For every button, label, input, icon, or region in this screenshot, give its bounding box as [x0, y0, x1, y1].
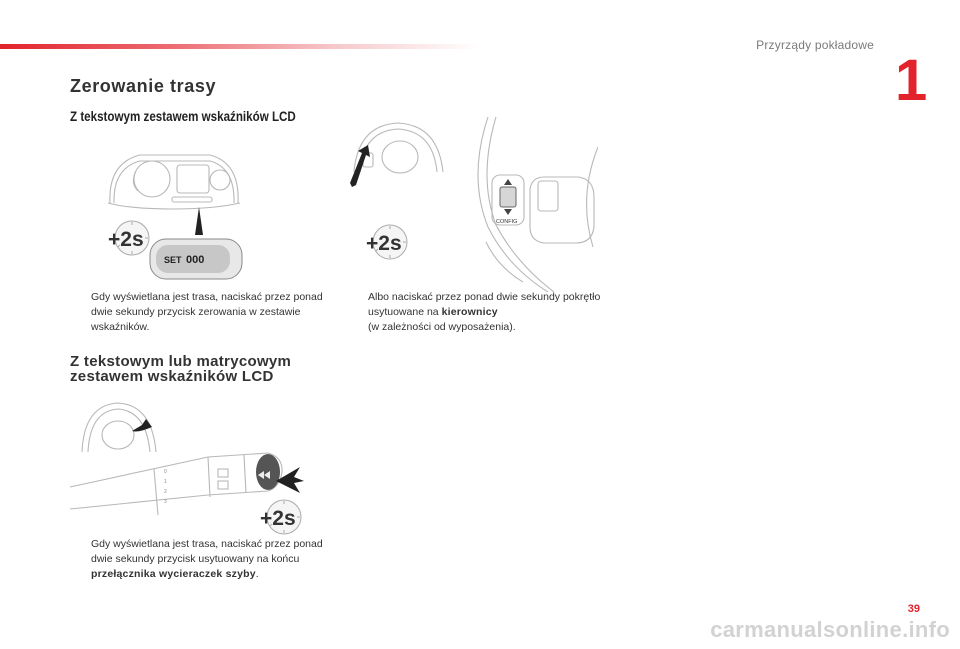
- bullet-steering-thumbwheel: Albo naciskać przez ponad dwie sekundy pokrętło usytuowane na kierownicy (w zależności od wyposażenia).: [368, 291, 601, 333]
- page-title: Zerowanie trasy: [70, 76, 217, 96]
- config-label: CONFIG: [496, 219, 518, 225]
- chapter-title: Przyrządy pokładowe: [756, 38, 874, 52]
- chapter-number: 1: [895, 48, 928, 113]
- hold-duration-badge: [106, 216, 152, 265]
- set-value: 000: [186, 254, 205, 266]
- page-number: 39: [907, 603, 920, 615]
- arrow-up-icon: [195, 207, 203, 235]
- arrow-left-icon: [276, 467, 304, 493]
- hold-label: +2s: [366, 232, 402, 255]
- header-accent-bar: [0, 44, 480, 49]
- bullet-instrument-reset: Gdy wyświetlana jest trasa, naciskać przez ponad dwie sekundy przycisk zerowania w zestawie wskaźników.: [91, 291, 323, 333]
- bold-kierownicy: kierownicy: [441, 306, 498, 318]
- set-label: SET: [164, 255, 182, 265]
- arrow-pointer-icon: [350, 145, 370, 187]
- watermark: carmanualsonline.info: [710, 617, 950, 642]
- bold-wiper-switch: przełącznika wycieraczek szyby: [91, 568, 256, 580]
- svg-text:2: 2: [164, 489, 167, 495]
- section-title-matrix: Z tekstowym lub matrycowym zestawem wskaźników LCD: [70, 353, 292, 385]
- svg-text:0: 0: [164, 469, 167, 475]
- hold-duration-badge: [364, 220, 410, 269]
- hold-label: +2s: [108, 228, 144, 251]
- bullet-wiper-stalk: Gdy wyświetlana jest trasa, naciskać przez ponad dwie sekundy przycisk usytuowany na końcu przełącznika wycieraczek szyby.: [91, 538, 323, 580]
- svg-text:1: 1: [164, 479, 167, 485]
- section-title-lcd: Z tekstowym zestawem wskaźników LCD: [70, 109, 296, 124]
- svg-text:3: 3: [164, 499, 167, 505]
- hold-label: +2s: [260, 507, 296, 530]
